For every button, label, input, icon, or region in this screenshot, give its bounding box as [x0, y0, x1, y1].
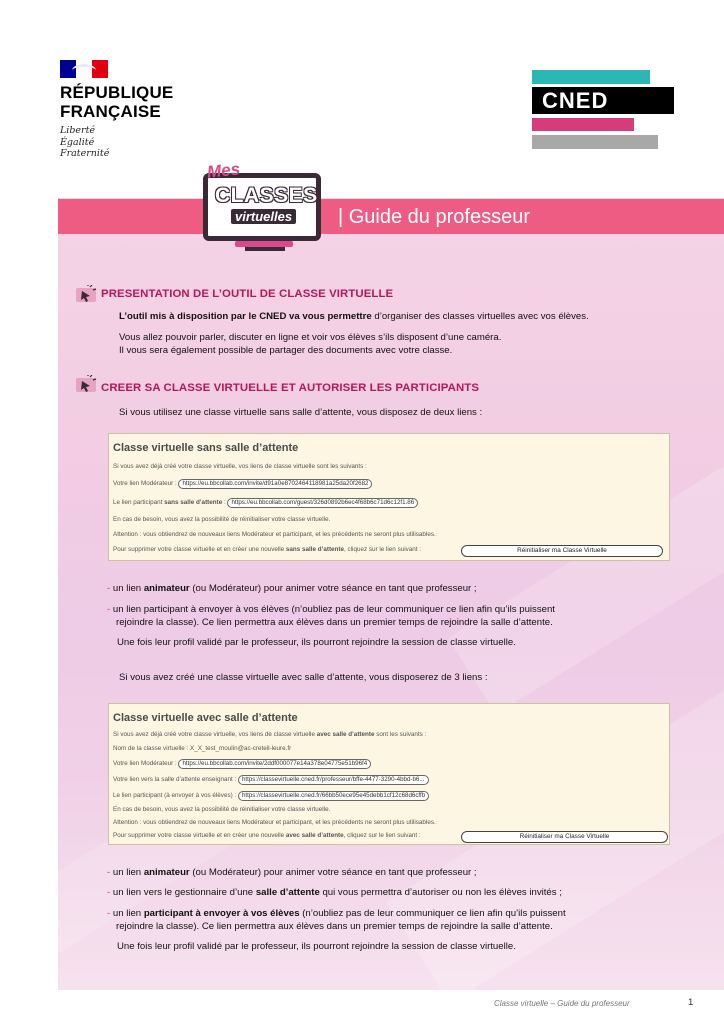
list2-item1-a: un lien — [112, 867, 144, 878]
panel2-moderator-link[interactable]: https://eu.bbcollab.com/invite/2ddf000077e14a378e04775e51b96f4 — [178, 759, 371, 769]
motto-fraternite: Fraternité — [60, 148, 110, 159]
list2-item3-c: (n’oubliez pas de leur communiquer ce lien afin qu’ils puissent — [299, 908, 566, 919]
list2-item3-a: un lien — [112, 908, 144, 919]
list2-item3-b: participant à envoyer à vos élèves — [143, 908, 300, 919]
panel1-participant-link[interactable]: https://eu.bbcollab.com/guest/326d0892b6ec4f68b6c71d6c12f1.86 — [227, 498, 418, 508]
mes-classes-virtuelles-logo — [201, 159, 324, 253]
panel1-title: Classe virtuelle sans salle d’attente — [113, 442, 299, 454]
list1-item1-a: un lien — [112, 583, 144, 594]
list1-item2-dash: - — [107, 604, 113, 615]
panel1-line5: Attention : vous obtiendrez de nouveaux liens Modérateur et participant, et les précédents ne seront plus utilisables. — [113, 531, 436, 538]
list1-item1 — [107, 582, 477, 595]
list2-item1-c: (ou Modérateur) pour animer votre séance en tant que professeur ; — [189, 867, 477, 878]
panel1-participant-row — [113, 498, 418, 508]
list2-item2 — [107, 886, 562, 899]
panel2-line8-c: , cliquez sur le lien suivant : — [343, 832, 421, 839]
motto-egalite: Égalité — [60, 136, 95, 148]
guide-title: | Guide du professeur — [338, 206, 530, 228]
logo-mes-text: Mes — [206, 159, 241, 182]
panel2-participant-label: Le lien participant (à envoyer à vos élèves) : — [113, 792, 237, 799]
panel2-line2: Nom de la classe virtuelle : X_X_test_moulin@ac-creteil-leure.fr — [113, 745, 292, 752]
logo-base — [245, 247, 285, 251]
cursor-click-icon — [76, 285, 98, 303]
cursor-click-icon — [76, 375, 98, 393]
panel2-title: Classe virtuelle avec salle d’attente — [113, 712, 298, 724]
panel2-line7: Attention : vous obtiendrez de nouveaux liens Modérateur et participant, et les précédents ne seront plus utilisables. — [113, 819, 436, 826]
panel2-reset-button[interactable]: Réinitialiser ma Classe Virtuelle — [461, 831, 668, 843]
panel1-line6-a: Pour supprimer votre classe virtuelle et en créer une nouvelle — [113, 546, 286, 553]
section2-intro1: Si vous utilisez une classe virtuelle sans salle d’attente, vous disposez de deux liens : — [119, 407, 483, 418]
panel1-line1: Si vous avez déjà créé votre classe virtuelle, vos liens de classe virtuelle sont les suivants : — [113, 463, 367, 470]
list2-item1-b: animateur — [143, 867, 190, 878]
panel2-waitroom-label: Votre lien vers la salle d’attente enseignant : — [113, 776, 237, 783]
marianne-flag-logo — [60, 60, 108, 78]
list1-after: Une fois leur profil validé par le professeur, ils pourront rejoindre la session de classe virtuelle. — [117, 637, 516, 648]
panel2-participant-link[interactable]: https://classevirtuelle.cned.fr/66bb50ece95e45debb1cf12c68d6cffb — [238, 791, 429, 801]
panel2-line1-c: sont les suivants : — [374, 731, 427, 738]
section1-paragraph1 — [119, 310, 589, 323]
section1-paragraph2: Vous allez pouvoir parler, discuter en ligne et voir vos élèves s’ils disposent d’une caméra. — [119, 332, 502, 343]
panel2-moderator-label: Votre lien Modérateur : — [113, 760, 177, 767]
list1-item1-b: animateur — [143, 583, 190, 594]
section1-title: PRESENTATION DE L’OUTIL DE CLASSE VIRTUELLE — [101, 288, 394, 300]
list2-item1-dash: - — [107, 867, 113, 878]
panel1-reset-button[interactable]: Réinitialiser ma Classe Virtuelle — [461, 545, 663, 557]
cned-logo-bar-pink — [532, 118, 634, 131]
rf-line1: RÉPUBLIQUE — [60, 83, 174, 102]
panel2-line8-b: avec salle d’attente — [285, 832, 344, 839]
logo-classes-text: CLASSES — [215, 184, 318, 207]
list1-item1-dash: - — [107, 583, 113, 594]
list2-item2-a: un lien vers le gestionnaire d’une — [112, 887, 256, 898]
motto-liberte: Liberté — [60, 125, 96, 136]
panel2-waitroom-row — [113, 775, 429, 785]
list1-item2-line2: rejoindre la classe). Ce lien permettra aux élèves dans un premier temps de rejoindre la salle d’attente. — [116, 617, 553, 628]
section1-paragraph3: Il vous sera également possible de partager des documents avec votre classe. — [119, 345, 453, 356]
panel2-line1-b: avec salle d’attente — [316, 731, 375, 738]
panel1-moderator-link[interactable]: https://eu.bbcollab.com/invite/d91a0e8702464118981a25da20f2682 — [178, 479, 372, 489]
panel1-line4: En cas de besoin, vous avez la possibilité de réinitialiser votre classe virtuelle. — [113, 516, 331, 523]
panel2-line8-a: Pour supprimer votre classe virtuelle et en créer une nouvelle — [113, 832, 286, 839]
cned-logo-bar-grey — [532, 135, 658, 149]
section2-intro2: Si vous avez créé une classe virtuelle avec salle d’attente, vous disposerez de 3 liens : — [119, 672, 488, 683]
logo-virtuelles-text: virtuelles — [231, 209, 296, 224]
panel2-waitroom-link[interactable]: https://classevirtuelle.cned.fr/professeur/bffe-4477-3290-4bbd-b6... — [238, 775, 429, 785]
panel1-participant-label-b: sans salle d’attente — [164, 499, 223, 506]
section1-p1-rest: d’organiser des classes virtuelles avec vos élèves. — [371, 311, 589, 322]
list2-item3-line1 — [107, 907, 566, 920]
panel1-participant-label-c: : — [222, 499, 226, 506]
list2-item2-b: salle d’attente — [255, 887, 320, 898]
panel2-line6: En cas de besoin, vous avez la possibilité de réinitialiser votre classe virtuelle. — [113, 806, 331, 813]
panel1-line6-c: , cliquez sur le lien suivant : — [344, 546, 422, 553]
list1-item2-text: un lien participant à envoyer à vos élèves (n’oubliez pas de leur communiquer ce lien afin qu’ils puissent — [112, 604, 555, 615]
list2-after: Une fois leur profil validé par le professeur, ils pourront rejoindre la session de classe virtuelle. — [117, 941, 516, 952]
list2-item2-dash: - — [107, 887, 113, 898]
panel1-participant-label-a: Le lien participant — [113, 499, 165, 506]
republic-motto — [60, 125, 109, 160]
cned-logo: CNED — [532, 87, 674, 114]
panel1-line6-b: sans salle d’attente — [285, 546, 345, 553]
panel2-participant-row — [113, 791, 429, 801]
panel2-line1 — [113, 731, 426, 739]
section1-p1-bold: L’outil mis à disposition par le CNED va vous permettre — [119, 311, 372, 322]
rf-line2: FRANÇAISE — [60, 102, 161, 121]
panel1-moderator-row — [113, 479, 372, 489]
list1-item1-c: (ou Modérateur) pour animer votre séance en tant que professeur ; — [189, 583, 477, 594]
footer-text: Classe virtuelle – Guide du professeur — [494, 999, 630, 1008]
panel1-moderator-label: Votre lien Modérateur : — [113, 480, 177, 487]
list2-item3-dash: - — [107, 908, 113, 919]
panel1-line6 — [113, 546, 421, 554]
panel2-moderator-row — [113, 759, 371, 769]
panel2-line8 — [113, 832, 421, 840]
list1-item2-line1 — [107, 603, 555, 616]
panel2-line1-a: Si vous avez déjà créé votre classe virtuelle, vos liens de classe virtuelle — [113, 731, 317, 738]
list2-item2-c: qui vous permettra d’autoriser ou non les élèves invités ; — [319, 887, 562, 898]
cned-logo-bar-teal — [532, 70, 650, 84]
republique-francaise-title — [60, 83, 220, 121]
list2-item3-line2: rejoindre la classe). Ce lien permettra aux élèves dans un premier temps de rejoindre la salle d’attente. — [116, 921, 553, 932]
page-number: 1 — [688, 997, 694, 1008]
section2-title: CREER SA CLASSE VIRTUELLE ET AUTORISER LES PARTICIPANTS — [101, 382, 480, 394]
list2-item1 — [107, 866, 477, 879]
